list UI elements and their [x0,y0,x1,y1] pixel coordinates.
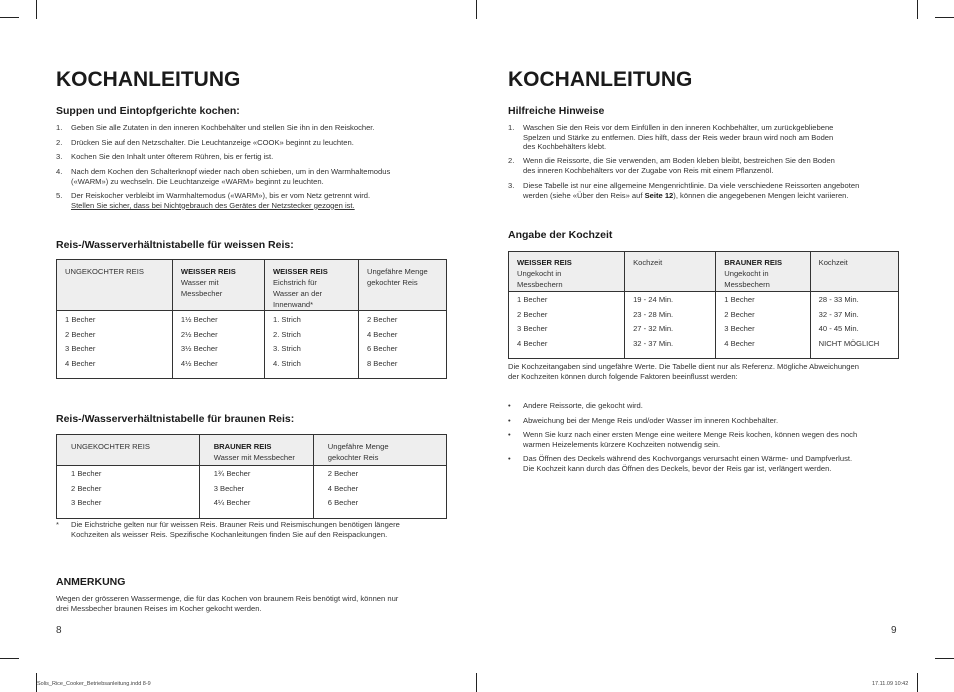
table-cell: 3 Becher [716,324,810,339]
bullet-text [523,401,643,411]
list-line: Spelzen und Stärke zu entfernen. Dies hilft, dass der Reis weder braun wird noch am Boden [523,132,834,142]
page-number: 9 [891,625,897,636]
footnote-line: Kochzeiten als weisser Reis. Spezifische Kochanleitungen finden Sie auf den Reispackungen. [71,529,388,539]
header-title: WEISSER REIS [180,267,236,276]
table-cell: 3. Strich [264,344,358,359]
slug-filename: Solis_Rice_Cooker_Betriebsanleitung.indd 8-9 [37,681,151,687]
list-line: Diese Tabelle ist nur eine allgemeine Mengenrichtlinie. Da viele verschiedene Reissorten angeboten [523,181,860,190]
list-line: («WARM») zu wechseln. Die Leuchtanzeige «WARM» beginnt zu leuchten. [71,176,324,186]
table-header-row [509,252,899,292]
table-cell: 23 - 28 Min. [625,310,716,325]
table-cell: 4 Becher [716,339,810,359]
footnote-line: Die Eichstriche gelten nur für weissen Reis. Brauner Reis und Reismischungen benötigen längere [71,520,400,529]
bullet-line: Abweichung bei der Menge Reis und/oder Wasser im inneren Kochbehälter. [523,416,779,425]
list-line: Drücken Sie auf den Netzschalter. Die Leuchtanzeige «COOK» beginnt zu leuchten. [71,138,354,147]
table-cell: 2 Becher [313,466,446,484]
list-text [71,138,354,148]
note-heading: ANMERKUNG [56,576,126,588]
header-title: UNGEKOCHTER REIS [71,442,150,451]
table-cell: 3½ Becher [172,344,264,359]
page-title: KOCHANLEITUNG [508,68,693,91]
list-line: Kochen Sie den Inhalt unter öfterem Rühren, bis er fertig ist. [71,152,274,161]
table-cell: 2 Becher [71,483,102,493]
list-number: 1. [56,123,63,132]
slug-date: 17.11.09 10:42 [872,681,909,687]
header-subtitle: Ungekocht in [517,269,562,278]
list-line: des Kochbehälters klebt. [523,142,607,151]
header-subtitle: Eichstrich für [272,278,317,287]
list-text [523,181,859,200]
table-header-cell [313,435,446,466]
hints-heading: Hilfreiche Hinweise [508,105,605,117]
crop-mark [0,17,19,18]
crop-mark [917,673,918,692]
page-title: KOCHANLEITUNG [56,68,241,91]
note-text [56,594,398,613]
bullet-icon: • [508,401,511,410]
table-row [57,466,447,484]
list-text-part: ), können die angegebenen Mengen leicht variieren. [673,190,849,200]
header-title: WEISSER REIS [272,267,328,276]
cooking-time-heading: Angabe der Kochzeit [508,229,613,241]
bullet-text [523,454,852,473]
table-cell: 2½ Becher [172,330,264,345]
header-subtitle: Innenwand* [272,300,314,309]
table-header-cell [57,435,200,466]
list-text [523,156,835,175]
header-title: BRAUNER REIS [213,442,272,451]
table-cell: 6 Becher [313,498,446,518]
page-reference: Seite 12 [644,190,674,200]
list-line: Wenn die Reissorte, die Sie verwenden, am Boden kleben bleibt, bestreichen Sie den Boden [523,156,835,165]
table-cell: 32 - 37 Min. [625,339,716,359]
crop-mark [36,0,37,19]
table-cell: 1½ Becher [172,311,264,330]
note-line: drei Messbecher braunen Reises im Kocher gekocht werden. [56,603,262,613]
crop-mark [935,17,954,18]
table-cell: 4¼ Becher [199,498,313,518]
list-number: 2. [56,138,63,147]
header-subtitle: Messbechern [724,280,770,289]
list-line: Stellen Sie sicher, dass bei Nichtgebrauch des Gerätes der Netzstecker gezogen ist. [71,200,355,210]
bullet-icon: • [508,454,511,463]
table-cell: 3 Becher [65,344,96,353]
table-row [57,498,447,518]
bullet-text [523,430,857,449]
fold-mark [476,0,477,19]
note-line: der Kochzeiten können durch folgende Faktoren beeinflusst werden: [508,371,738,381]
table-cell: 1 Becher [65,315,96,324]
table-cell: 4 Becher [313,484,446,499]
list-line: Nach dem Kochen den Schalterknopf wieder nach oben schieben, um in den Warmhaltemodus [71,167,391,176]
fold-mark [476,673,477,692]
bullet-line: Das Öffnen des Deckels während des Kochvorgangs verursacht einen Wärme- und Dampfverlust. [523,454,853,463]
table-row [57,330,447,345]
list-line [523,191,859,201]
cooking-time-note [508,362,859,381]
table-header-cell [509,252,625,292]
bullet-icon: • [508,430,511,439]
header-title: UNGEKOCHTER REIS [65,267,144,276]
header-subtitle: Kochzeit [818,258,848,267]
table-cell: 6 Becher [358,344,446,359]
bullet-text [523,416,778,426]
header-subtitle: Ungekocht in [724,269,769,278]
table-cell: 40 - 45 Min. [810,324,898,339]
table-cell: 3 Becher [199,484,313,499]
table-row [509,310,899,325]
table-header-cell [264,260,358,311]
table-cell: 8 Becher [358,359,446,379]
table-cell: 28 - 33 Min. [810,292,898,310]
brown-rice-table [56,434,447,519]
list-line: Der Reiskocher verbleibt im Warmhaltemodus («WARM»), bis er vom Netz getrennt wird. [71,191,371,200]
white-rice-table [56,259,447,379]
footnote-mark: * [56,520,59,529]
page-number: 8 [56,625,62,636]
table-cell: 2 Becher [716,310,810,325]
header-subtitle: gekochter Reis [366,278,418,287]
crop-mark [935,658,954,659]
table-cell: 3 Becher [517,324,548,333]
table-row [57,359,447,379]
list-text [71,167,390,186]
cooking-time-table [508,251,899,359]
table-cell: 2 Becher [517,309,548,319]
list-text [71,152,273,162]
table-cell: 2 Becher [358,311,446,330]
list-line: Waschen Sie den Reis vor dem Einfüllen in den inneren Kochbehälter, um zurückgebliebene [523,123,834,132]
table-cell: 1. Strich [264,311,358,330]
table-row [509,324,899,339]
bullet-icon: • [508,416,511,425]
table-cell: 19 - 24 Min. [625,292,716,310]
list-number: 3. [508,181,515,190]
table-cell: 4 Becher [517,338,548,348]
list-number: 2. [508,156,515,165]
table-row [57,484,447,499]
list-number: 1. [508,123,515,132]
table-cell: 2 Becher [65,329,96,339]
header-subtitle: Kochzeit [633,258,663,267]
header-title: WEISSER REIS [517,258,572,267]
table-header-row [57,435,447,466]
header-subtitle: Wasser mit [180,278,219,287]
note-line: Die Kochzeitangaben sind ungefähre Werte. Die Tabelle dient nur als Referenz. Mögliche Abweichungen [508,362,859,371]
header-title: Ungefähre Menge [327,442,389,451]
list-line: Geben Sie alle Zutaten in den inneren Kochbehälter und stellen Sie ihn in den Reiskocher. [71,123,375,132]
white-rice-table-heading: Reis-/Wasserverhältnistabelle für weissen Reis: [56,239,294,251]
table-cell: 1 Becher [517,295,548,304]
header-subtitle: Wasser mit Messbecher [213,453,295,462]
table-row [509,339,899,359]
list-number: 3. [56,152,63,161]
section-heading: Suppen und Eintopfgerichte kochen: [56,105,240,117]
crop-mark [0,658,19,659]
list-text-part: werden (siehe «Über den Reis» auf [523,190,645,200]
table-cell: 3 Becher [71,498,102,507]
table-row [57,344,447,359]
table-header-row [57,260,447,311]
header-subtitle: Messbecher [180,289,223,298]
header-title: BRAUNER REIS [724,258,783,267]
table-cell: 1¾ Becher [199,466,313,484]
header-subtitle: gekochter Reis [327,453,379,462]
table-header-cell [199,435,313,466]
list-text [71,191,370,210]
table-cell: 32 - 37 Min. [810,310,898,325]
header-subtitle: Wasser an der [272,289,323,298]
table-header-cell [358,260,446,311]
list-number: 4. [56,167,63,176]
brown-rice-table-heading: Reis-/Wasserverhältnistabelle für braunen Reis: [56,413,295,425]
table-cell: 4. Strich [264,359,358,379]
table-row [57,311,447,330]
crop-mark [917,0,918,19]
bullet-line: Andere Reissorte, die gekocht wird. [523,401,643,410]
table-header-cell [172,260,264,311]
header-subtitle: Messbechern [517,280,563,289]
bullet-line: Die Kochzeit kann durch das Öffnen des Deckels, bevor der Reis gar ist, verlängert werden. [523,463,832,473]
list-text [523,123,833,152]
table-cell: 4 Becher [358,330,446,345]
table-cell: 1 Becher [716,292,810,310]
header-title: Ungefähre Menge [366,267,428,276]
table-cell: 4 Becher [65,358,96,368]
table-cell: 27 - 32 Min. [625,324,716,339]
table-row [509,292,899,310]
table-cell: NICHT MÖGLICH [810,339,898,359]
list-text [71,123,375,133]
table-cell: 4½ Becher [172,359,264,379]
table-header-cell [716,252,810,292]
bullet-line: warmen Heizelements kürzere Kochzeiten notwendig sein. [523,439,721,449]
table-header-cell [810,252,898,292]
table-header-cell [625,252,716,292]
list-line: des inneren Kochbehälters vor der Zugabe von Reis mit einem Pflanzenöl. [523,165,774,175]
table-header-cell [57,260,173,311]
table-cell: 1 Becher [71,469,102,478]
table-cell: 2. Strich [264,330,358,345]
list-number: 5. [56,191,63,200]
note-line: Wegen der grösseren Wassermenge, die für das Kochen von braunem Reis benötigt wird, können nur [56,594,399,603]
bullet-line: Wenn Sie kurz nach einer ersten Menge eine weitere Menge Reis kochen, können wegen des noch [523,430,858,439]
